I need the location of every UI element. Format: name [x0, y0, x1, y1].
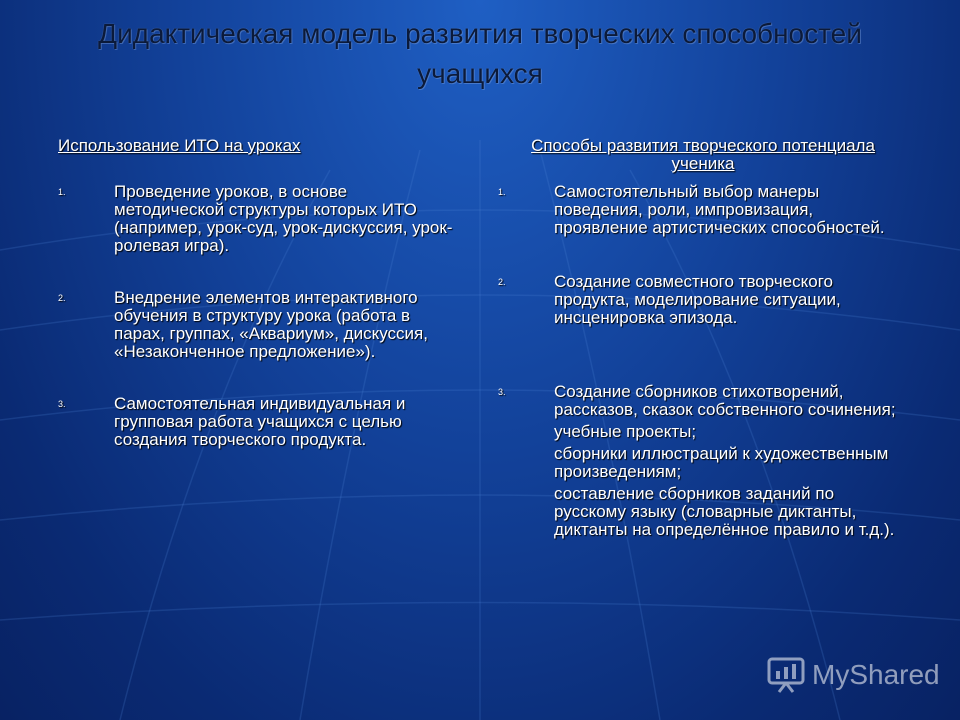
- watermark-text: MyShared: [812, 659, 940, 690]
- list-item: [498, 183, 908, 237]
- item-number: 1.: [58, 187, 66, 197]
- item-text: Проведение уроков, в основе методической структуры которых ИТО (например, урок-суд, урок-дискуссия, урок- ролевая игра).: [114, 182, 453, 255]
- item-number: 1.: [498, 187, 506, 197]
- item-text: Создание совместного творческого продукта, моделирование ситуации, инсценировка эпизода.: [554, 272, 841, 327]
- right-column: [498, 137, 908, 539]
- left-column: [58, 137, 458, 449]
- list-item: [58, 183, 458, 255]
- item-number: 3.: [58, 399, 66, 409]
- item-text: Создание сборников стихотворений, рассказов, сказок собственного сочинения;: [554, 382, 896, 419]
- item-number: 2.: [58, 293, 66, 303]
- slide-title: Дидактическая модель развития творческих способностей учащихся: [98, 18, 862, 89]
- item-text: Самостоятельный выбор манеры поведения, роли, импровизация, проявление артистических способностей.: [554, 182, 885, 237]
- list-item: [58, 289, 458, 361]
- list-item: [58, 395, 458, 449]
- presentation-icon: [766, 656, 806, 694]
- item-text: Внедрение элементов интерактивного обучения в структуру урока (работа в парах, группах, «Аквариум», дискуссия, «Незаконченное предложение»).: [114, 288, 428, 361]
- list-item: [498, 383, 908, 419]
- left-column-heading: Использование ИТО на уроках: [58, 136, 301, 155]
- item-text: Самостоятельная индивидуальная и групповая работа учащихся с целью создания творческого продукта.: [114, 394, 406, 449]
- right-column-heading: Способы развития творческого потенциала ученика: [531, 136, 875, 173]
- item-number: 3.: [498, 387, 506, 397]
- list-item: [498, 273, 908, 327]
- watermark-logo: [766, 656, 946, 696]
- sub-item: учебные проекты;: [554, 422, 697, 441]
- item-number: 2.: [498, 277, 506, 287]
- sub-item: составление сборников заданий по русскому языку (словарные диктанты, диктанты на определённое правило и т.д.).: [554, 484, 895, 539]
- sub-item: сборники иллюстраций к художественным произведениям;: [554, 444, 889, 481]
